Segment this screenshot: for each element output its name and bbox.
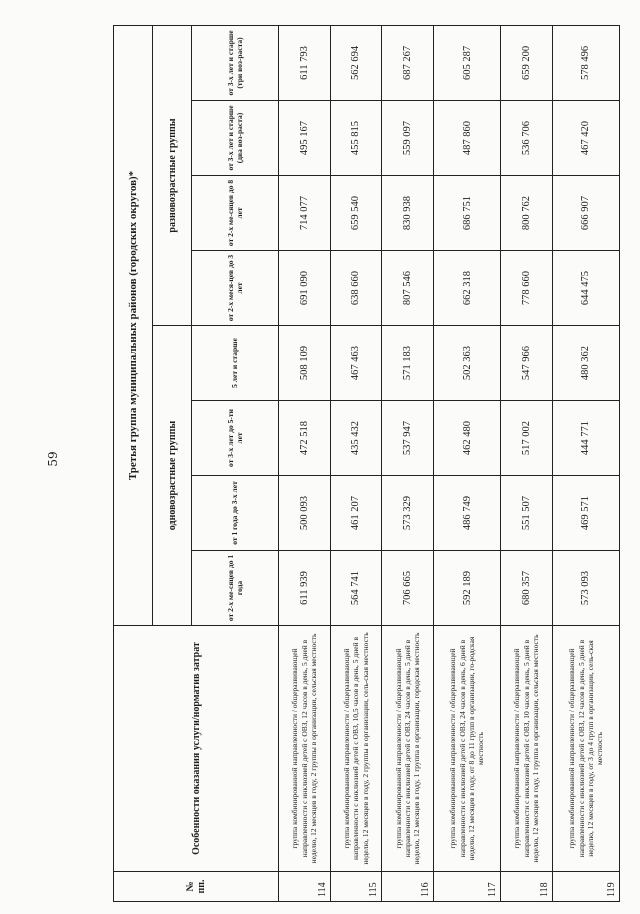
- cost-value: 517 002: [501, 401, 553, 476]
- row-description: группа комбинированной направленности / общеразвивающей направленности с инклюзией детей с ОВЗ, 12 часов в день, 5 дней в неделю, 12 месяцев в году, 2 группы в организации, сельская местность: [279, 626, 331, 872]
- cost-value: 508 109: [279, 326, 331, 401]
- group-header: Третья группа муниципальных районов (городских округов)*: [114, 25, 153, 625]
- row-number: 114: [279, 872, 331, 902]
- cost-value: 495 167: [279, 101, 331, 176]
- row-number: 118: [501, 872, 553, 902]
- cost-value: 455 815: [330, 101, 382, 176]
- cost-value: 644 475: [552, 251, 619, 326]
- cost-value: 559 097: [382, 101, 434, 176]
- table-row: [279, 25, 331, 901]
- subheader-age-group: 5 лет и старше: [192, 326, 279, 401]
- mixed-age-header: разновозрастные группы: [153, 25, 192, 325]
- cost-value: 547 966: [501, 326, 553, 401]
- cost-value: 551 507: [501, 476, 553, 551]
- cost-value: 461 207: [330, 476, 382, 551]
- cost-value: 562 694: [330, 25, 382, 100]
- table-row: [433, 25, 500, 901]
- cost-value: 578 496: [552, 25, 619, 100]
- row-description: группа комбинированной направленности / общеразвивающей направленности с инклюзией детей с ОВЗ, 12 часов в день, 5 дней в неделю, 12 месяцев в году, от 3 до 4 групп в организации, сель-ская местность: [552, 626, 619, 872]
- cost-value: 778 660: [501, 251, 553, 326]
- cost-value: 467 463: [330, 326, 382, 401]
- row-description: группа комбинированной направленности / общеразвивающей направленности с инклюзией детей с ОВЗ, 10 часов в день, 5 дней в неделю, 12 месяцев в году, 1 группа в организации, сельская местность: [501, 626, 553, 872]
- cost-value: 659 200: [501, 25, 553, 100]
- row-description: группа комбинированной направленности / общеразвивающей направленности с инклюзией детей с ОВЗ, 10,5 часов в день, 5 дней в неделю, 12 месяцев в году, 2 группы в организации, сель-ская местность: [330, 626, 382, 872]
- subheader-age-group: от 2-х ме-сяцев до 8 лет: [192, 176, 279, 251]
- cost-value: 486 749: [433, 476, 500, 551]
- column-header-feature: Особенности оказания услуги/норматив затрат: [114, 626, 279, 872]
- cost-value: 487 860: [433, 101, 500, 176]
- cost-value: 830 938: [382, 176, 434, 251]
- cost-value: 687 267: [382, 25, 434, 100]
- subheader-age-group: от 1 года до 3-х лет: [192, 476, 279, 551]
- cost-value: 564 741: [330, 551, 382, 626]
- cost-value: 480 362: [552, 326, 619, 401]
- cost-value: 536 706: [501, 101, 553, 176]
- cost-value: 706 665: [382, 551, 434, 626]
- cost-value: 500 093: [279, 476, 331, 551]
- subheader-age-group: от 3-х лет и старше (два воз-раста): [192, 101, 279, 176]
- row-number: 119: [552, 872, 619, 902]
- row-description: группа комбинированной направленности / общеразвивающей направленности с инклюзией детей с ОВЗ, 24 часов в день, 5 дней в неделю, 12 месяцев в году, 1 группа в организации, городская местность: [382, 626, 434, 872]
- cost-value: 807 546: [382, 251, 434, 326]
- cost-value: 605 287: [433, 25, 500, 100]
- tariff-table-wrapper: [113, 26, 620, 902]
- tariff-table: [113, 25, 620, 902]
- subheader-age-group: от 3-х лет и старше (три воз-раста): [192, 25, 279, 100]
- row-number: 116: [382, 872, 434, 902]
- cost-value: 472 518: [279, 401, 331, 476]
- cost-value: 680 357: [501, 551, 553, 626]
- cost-value: 573 093: [552, 551, 619, 626]
- cost-value: 435 432: [330, 401, 382, 476]
- table-row: [552, 25, 619, 901]
- page-number: 59: [46, 451, 60, 467]
- cost-value: 686 751: [433, 176, 500, 251]
- row-number: 115: [330, 872, 382, 902]
- subheader-age-group: от 3-х лет до 5-ти лет: [192, 401, 279, 476]
- cost-value: 611 793: [279, 25, 331, 100]
- column-header-number: № пп.: [114, 872, 279, 902]
- cost-value: 444 771: [552, 401, 619, 476]
- cost-value: 571 183: [382, 326, 434, 401]
- cost-value: 800 762: [501, 176, 553, 251]
- rotated-table-container: [113, 26, 620, 902]
- subheader-age-group: от 2-х меся-цев до 3 лет: [192, 251, 279, 326]
- cost-value: 462 480: [433, 401, 500, 476]
- table-row: [382, 25, 434, 901]
- row-number: 117: [433, 872, 500, 902]
- cost-value: 666 907: [552, 176, 619, 251]
- cost-value: 714 077: [279, 176, 331, 251]
- cost-value: 659 540: [330, 176, 382, 251]
- cost-value: 467 420: [552, 101, 619, 176]
- cost-value: 691 090: [279, 251, 331, 326]
- cost-value: 502 363: [433, 326, 500, 401]
- table-row: [330, 25, 382, 901]
- cost-value: 573 329: [382, 476, 434, 551]
- single-age-header: одновозрастные группы: [153, 326, 192, 626]
- cost-value: 638 660: [330, 251, 382, 326]
- row-description: группа комбинированной направленности / общеразвивающей направленности с инклюзией детей с ОВЗ, 24 часов в день, 6 дней в неделю, 12 месяцев в году, от 8 до 11 групп в организации, го-родская местность: [433, 626, 500, 872]
- cost-value: 662 318: [433, 251, 500, 326]
- cost-value: 592 189: [433, 551, 500, 626]
- subheader-age-group: от 2-х ме-сяцев до 1 года: [192, 551, 279, 626]
- table-row: [501, 25, 553, 901]
- cost-value: 611 939: [279, 551, 331, 626]
- cost-value: 469 571: [552, 476, 619, 551]
- cost-value: 537 947: [382, 401, 434, 476]
